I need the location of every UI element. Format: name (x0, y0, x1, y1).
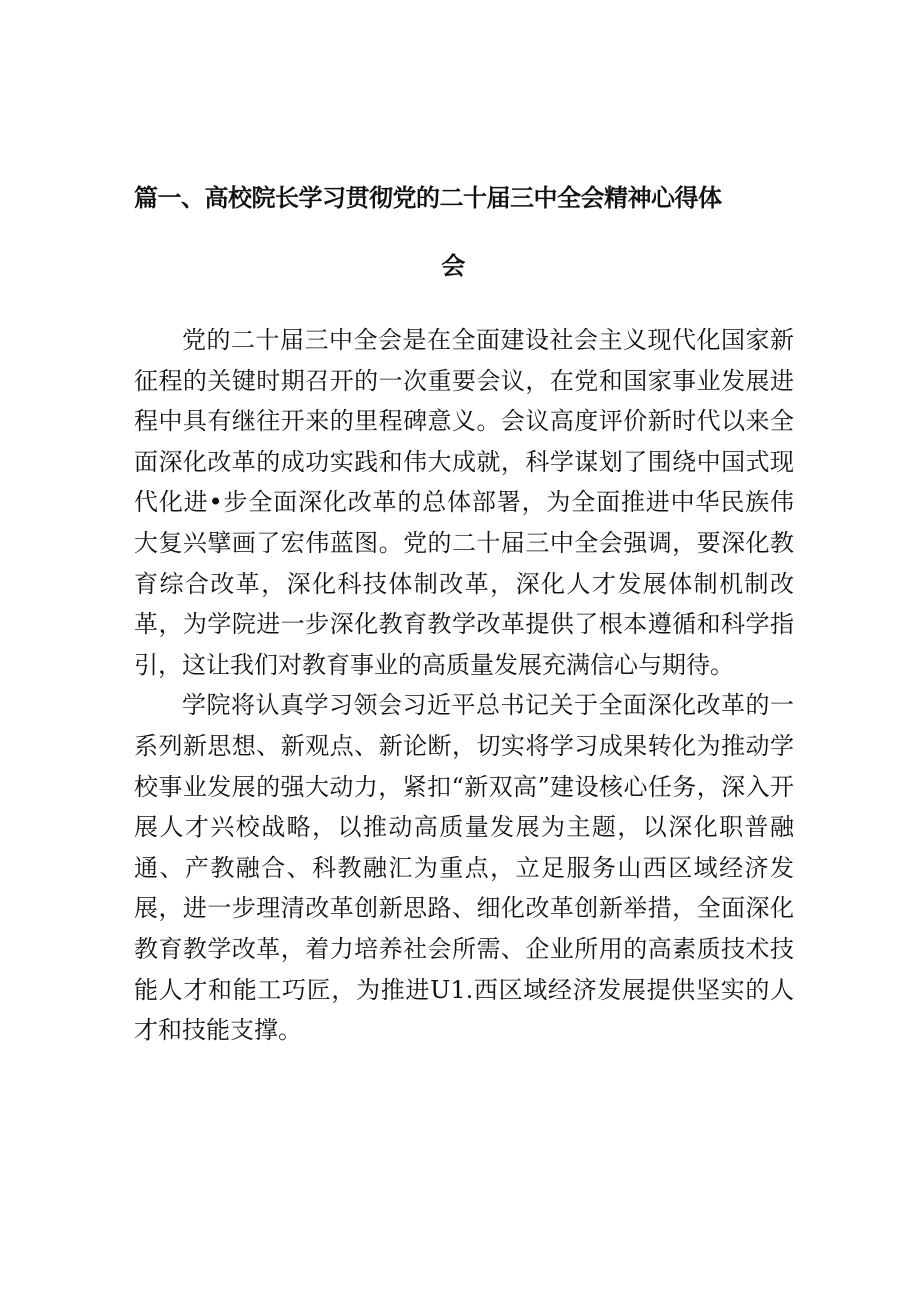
title-line-1: 篇一、高校院长学习贯彻党的二十届三中全会精神心得体 (134, 184, 722, 212)
document-title (134, 164, 784, 300)
title-line-2: 会 (441, 252, 465, 280)
paragraph-1: 党的二十届三中全会是在全面建设社会主义现代化国家新征程的关键时期召开的一次重要会议，在党和国家事业发展进程中具有继往开来的里程碑意义。会议高度评价新时代以来全面深化改革的成功实践和伟大成就，科学谋划了围绕中国式现代化进•步全面深化改革的总体部署，为全面推进中华民族伟大复兴擘画了宏伟蓝图。党的二十届三中全会强调，要深化教育综合改革，深化科技体制改革，深化人才发展体制机制改革，为学院进一步深化教育教学改革提供了根本遵循和科学指引，这让我们对教育事业的高质量发展充满信心与期待。 (134, 326, 794, 679)
paragraph-2: 学院将认真学习领会习近平总书记关于全面深化改革的一系列新思想、新观点、新论断，切实将学习成果转化为推动学校事业发展的强大动力，紧扣“新双高”建设核心任务，深入开展人才兴校战略，以推动高质量发展为主题，以深化职普融通、产教融合、科教融汇为重点，立足服务山西区域经济发展，进一步理清改革创新思路、细化改革创新举措，全面深化教育教学改革，着力培养社会所需、企业所用的高素质技术技能人才和能工巧匠，为推进U1.西区域经济发展提供坚实的人才和技能支撑。 (134, 691, 794, 1045)
document-body (134, 320, 794, 1051)
